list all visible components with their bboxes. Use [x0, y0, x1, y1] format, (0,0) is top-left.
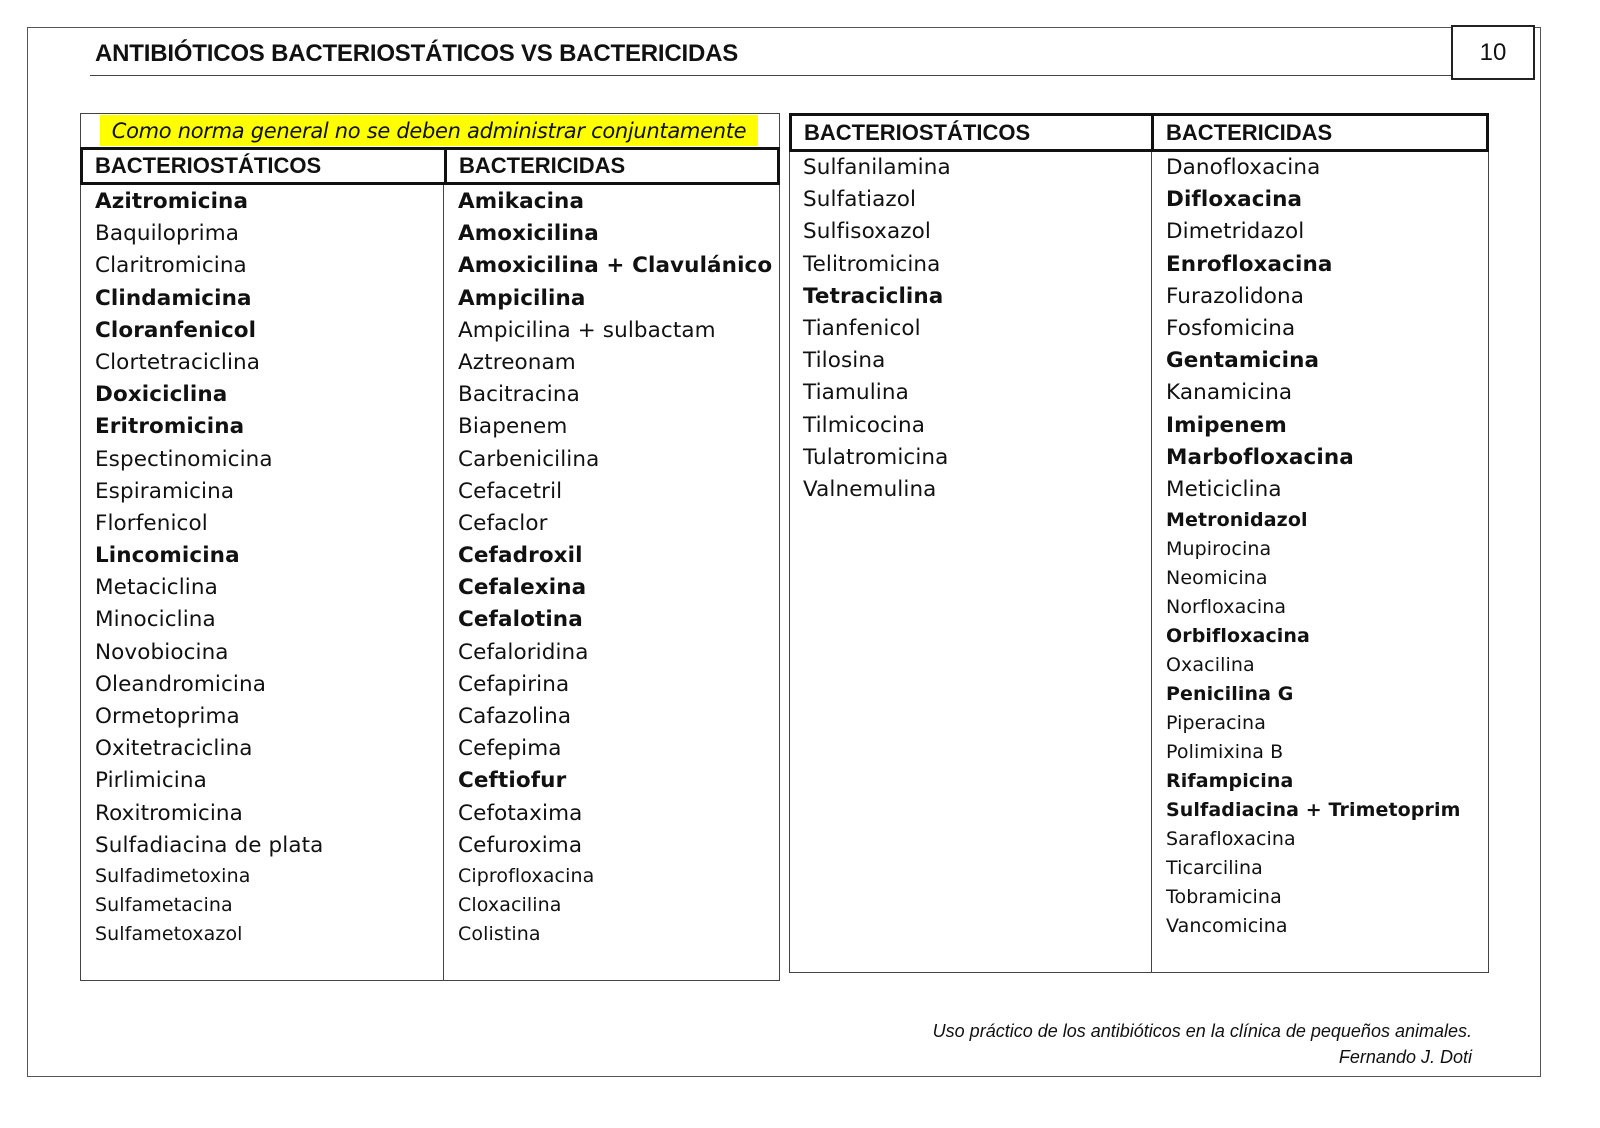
list-item: Piperacina [1166, 712, 1266, 735]
list-item: Enrofloxacina [1166, 251, 1333, 277]
list-item: Sulfatiazol [803, 187, 917, 213]
list-item: Ticarcilina [1166, 857, 1263, 880]
list-item: Novobiocina [95, 639, 229, 665]
list-item: Furazolidona [1166, 283, 1305, 309]
list-item: Tilmicocina [803, 412, 926, 438]
list-item: Gentamicina [1166, 348, 1320, 374]
list-item: Sulfametoxazol [95, 922, 243, 945]
list-item: Penicilina G [1166, 683, 1294, 706]
right-bacteriostaticos-list [803, 152, 951, 506]
list-item: Pirlimicina [95, 768, 207, 794]
list-item: Metronidazol [1166, 509, 1308, 532]
list-item: Cefaloridina [458, 639, 589, 665]
page-title: ANTIBIÓTICOS BACTERIOSTÁTICOS VS BACTERICIDAS [95, 40, 739, 67]
list-item: Metaciclina [95, 575, 218, 601]
list-item: Florfenicol [95, 510, 208, 536]
list-item: Cefacetril [458, 478, 563, 504]
list-item: Sulfisoxazol [803, 219, 931, 245]
header-bacteriostaticos: BACTERIOSTÁTICOS [804, 119, 1031, 145]
header-bactericidas: BACTERICIDAS [459, 153, 626, 178]
header-bacteriostaticos: BACTERIOSTÁTICOS [95, 153, 322, 178]
list-item: Cefalexina [458, 575, 587, 601]
list-item: Biapenem [458, 414, 568, 440]
list-item: Espiramicina [95, 478, 235, 504]
list-item: Vancomicina [1166, 915, 1288, 938]
list-item: Aztreonam [458, 349, 576, 375]
list-item: Sulfametacina [95, 893, 233, 916]
list-item: Tetraciclina [803, 283, 944, 309]
list-item: Sulfadimetoxina [95, 864, 251, 887]
list-item: Cloranfenicol [95, 317, 257, 343]
right-table-header [789, 113, 1489, 152]
list-item: Ampicilina + sulbactam [458, 317, 716, 343]
list-item: Fosfomicina [1166, 315, 1296, 341]
list-item: Cefapirina [458, 671, 570, 697]
list-item: Norfloxacina [1166, 596, 1287, 619]
list-item: Cloxacilina [458, 893, 562, 916]
list-item: Doxiciclina [95, 382, 228, 408]
list-item: Bacitracina [458, 382, 580, 408]
list-item: Espectinomicina [95, 446, 273, 472]
list-item: Ormetoprima [95, 704, 240, 729]
list-item: Sulfanilamina [803, 155, 951, 180]
list-item: Imipenem [1166, 412, 1287, 438]
list-item: Cefepima [458, 736, 562, 762]
list-item: Clindamicina [95, 285, 252, 311]
list-item: Tianfenicol [803, 315, 921, 341]
list-item: Amikacina [458, 189, 585, 214]
list-item: Roxitromicina [95, 800, 243, 826]
list-item: Oxitetraciclina [95, 736, 253, 762]
list-item: Mupirocina [1166, 538, 1272, 561]
list-item: Ceftiofur [458, 768, 567, 794]
list-item: Sulfadiacina + Trimetoprim [1166, 799, 1461, 822]
footer-citation [933, 1018, 1472, 1070]
list-item: Azitromicina [95, 189, 249, 214]
list-item: Valnemulina [803, 476, 937, 502]
footer-author: Fernando J. Doti [1338, 1047, 1472, 1067]
list-item: Ciprofloxacina [458, 864, 595, 887]
list-item: Lincomicina [95, 543, 240, 569]
list-item: Kanamicina [1166, 380, 1293, 406]
title-underline [90, 75, 1451, 76]
list-item: Carbenicilina [458, 446, 600, 472]
list-item: Neomicina [1166, 567, 1268, 590]
list-item: Tobramicina [1166, 886, 1282, 909]
list-item: Telitromicina [803, 251, 941, 277]
list-item: Difloxacina [1166, 187, 1303, 213]
list-item: Cefadroxil [458, 543, 583, 569]
list-item: Colistina [458, 922, 541, 945]
list-item: Tilosina [803, 348, 886, 374]
list-item: Amoxicilina [458, 221, 599, 247]
list-item: Rifampicina [1166, 770, 1294, 793]
list-item: Tiamulina [803, 380, 909, 406]
list-item: Eritromicina [95, 414, 245, 440]
list-item: Amoxicilina + Clavulánico [458, 253, 773, 279]
list-item: Cefuroxima [458, 832, 583, 858]
page-number: 10 [1451, 25, 1535, 80]
list-item: Ampicilina [458, 285, 586, 311]
list-item: Minociclina [95, 607, 216, 633]
list-item: Sarafloxacina [1166, 828, 1296, 851]
right-bactericidas-list [1166, 152, 1460, 941]
list-item: Claritromicina [95, 253, 247, 279]
list-item: Sulfadiacina de plata [95, 832, 324, 858]
left-table-header [80, 147, 780, 185]
list-item: Dimetridazol [1166, 219, 1305, 245]
left-bactericidas-list [458, 186, 772, 949]
list-item: Baquiloprima [95, 221, 240, 247]
highlighted-note: Como norma general no se deben administrar conjuntamente [100, 115, 758, 146]
list-item: Clortetraciclina [95, 349, 261, 375]
list-item: Oleandromicina [95, 671, 267, 697]
list-item: Cefaclor [458, 510, 548, 536]
list-item: Cefotaxima [458, 800, 583, 826]
header-bactericidas: BACTERICIDAS [1166, 119, 1333, 145]
footer-source: Uso práctico de los antibióticos en la clínica de pequeños animales. [932, 1021, 1472, 1041]
right-table-divider [1151, 150, 1152, 973]
list-item: Cefalotina [458, 607, 583, 633]
list-item: Polimixina B [1166, 741, 1284, 764]
left-table-divider [443, 184, 444, 981]
list-item: Cafazolina [458, 704, 572, 729]
list-item: Tulatromicina [803, 444, 949, 470]
list-item: Orbifloxacina [1166, 625, 1310, 648]
list-item: Oxacilina [1166, 654, 1255, 677]
left-bacteriostaticos-list [95, 186, 323, 949]
list-item: Danofloxacina [1166, 155, 1321, 180]
list-item: Marbofloxacina [1166, 444, 1354, 470]
list-item: Meticiclina [1166, 476, 1282, 502]
